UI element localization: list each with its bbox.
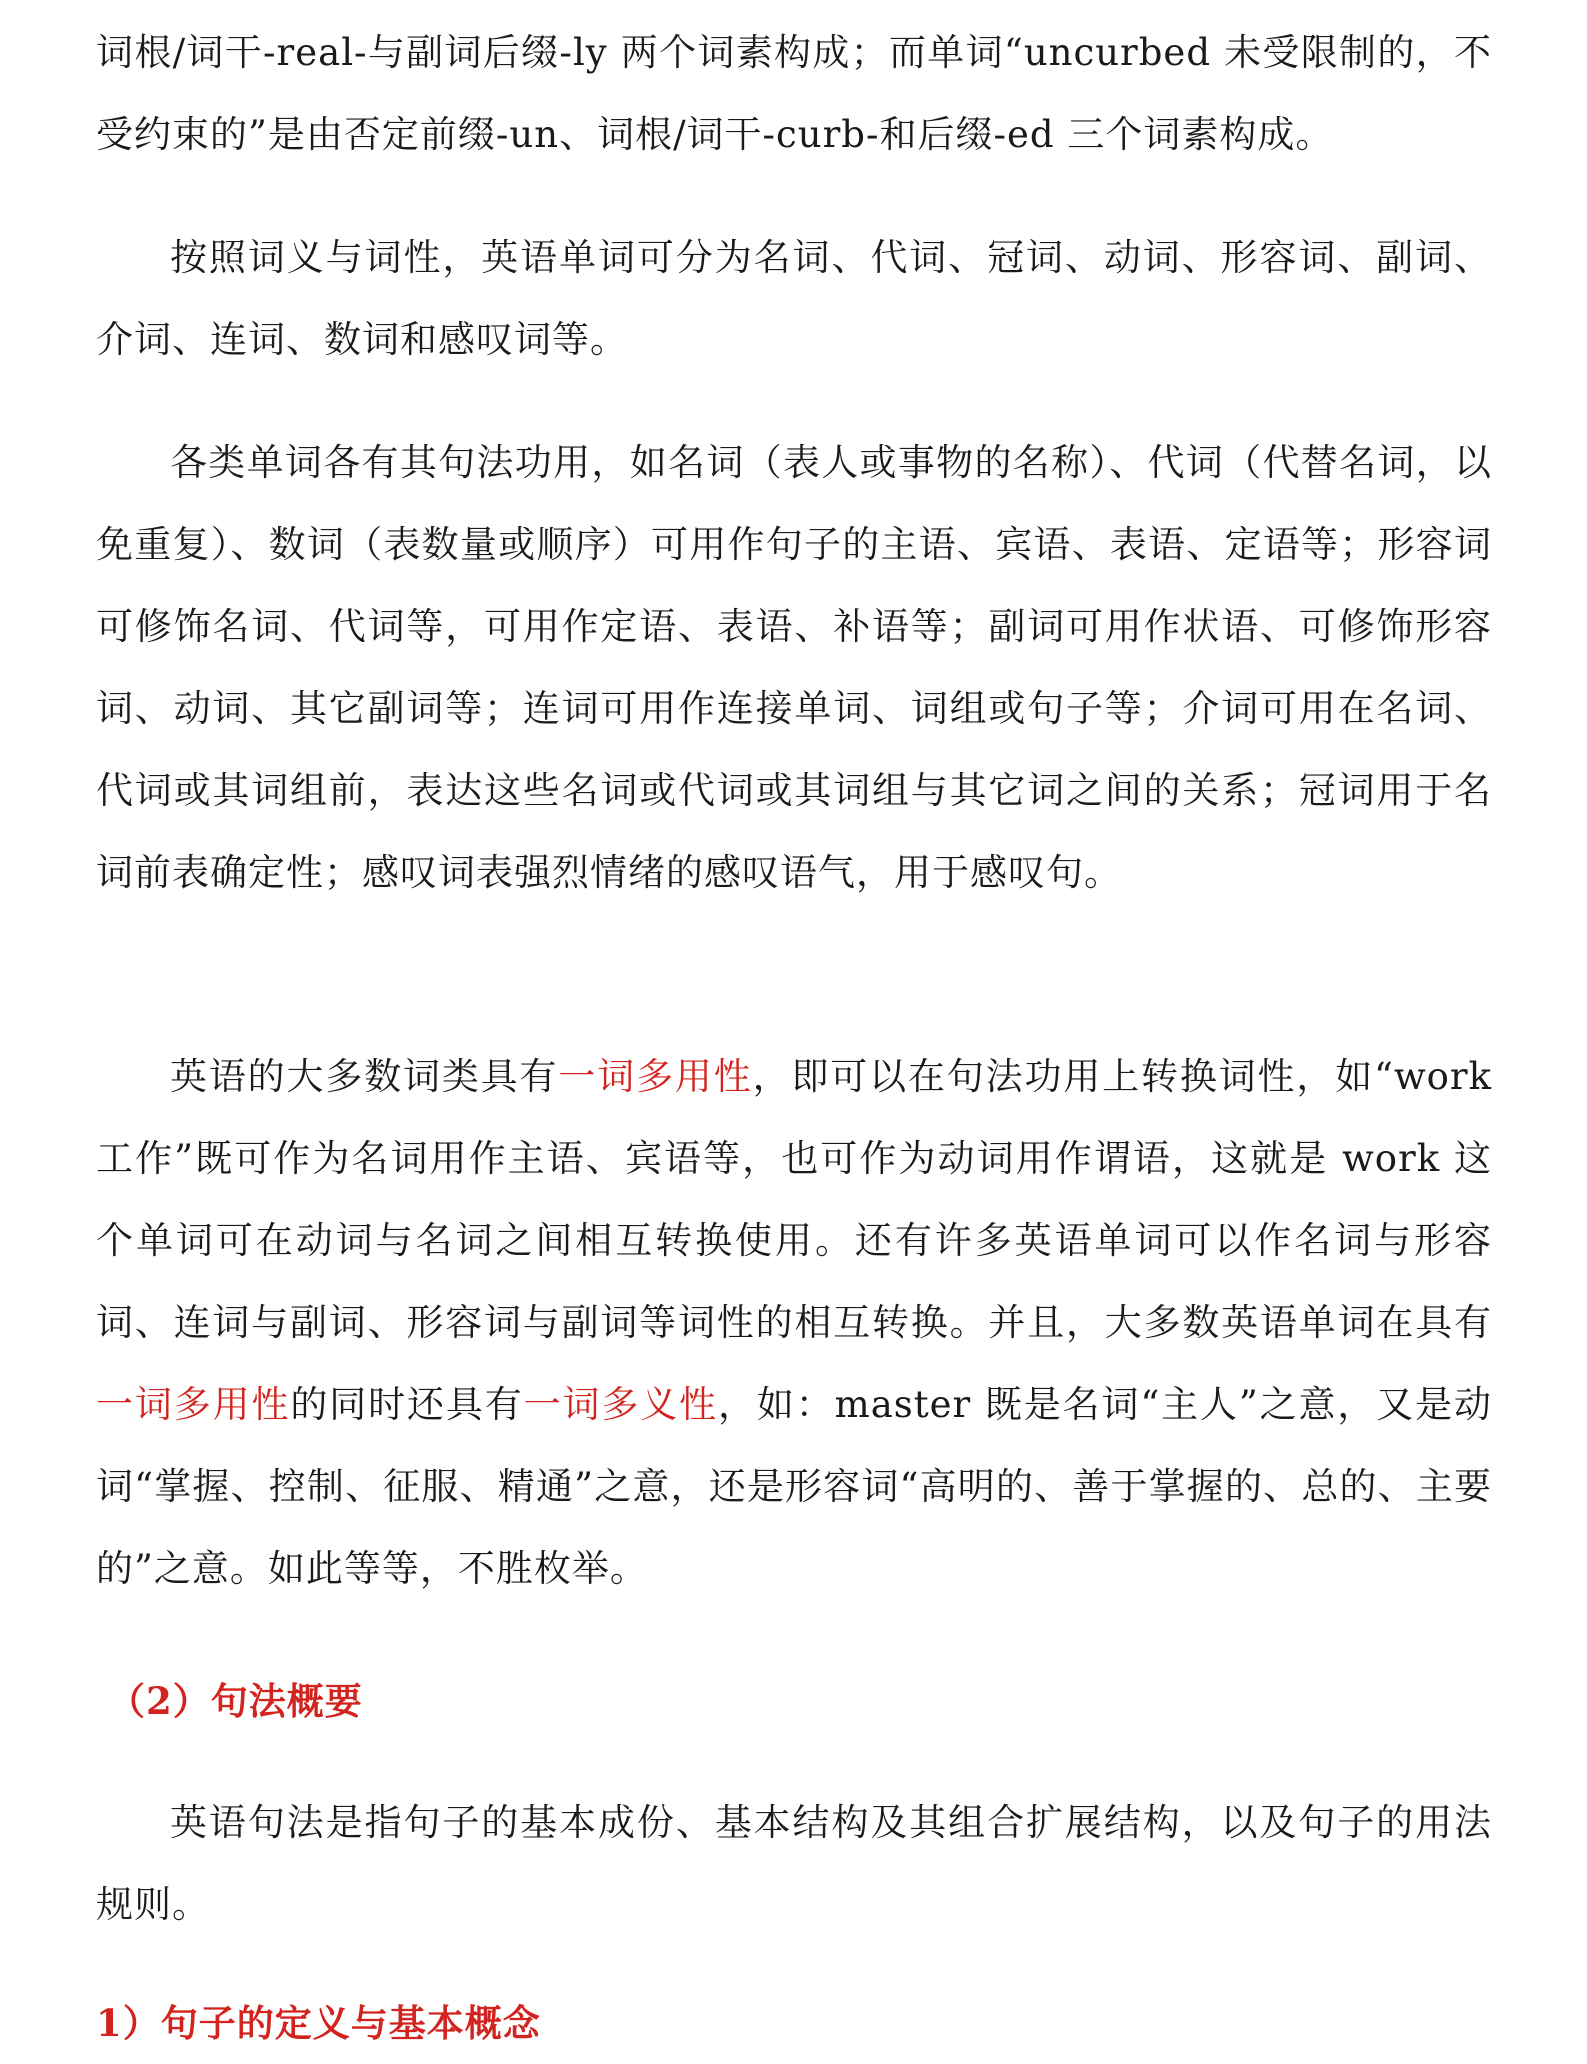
text-segment: 的同时还具有 bbox=[290, 1383, 524, 1426]
paragraph-multi-use bbox=[96, 1036, 1492, 1610]
paragraph-morpheme-example: 词根/词干-real-与副词后缀-ly 两个词素构成；而单词“uncurbed 未受限制的，不受约束的”是由否定前缀-un、词根/词干-curb-和后缀-ed 三个词素构成。 bbox=[96, 31, 1492, 156]
text-segment: ，如：master 既是名词“主人”之意，又是动词“掌握、控制、征服、精通”之意，还是形容词“高明的、善于掌握的、总的、主要的”之意。如此等等，不胜枚举。 bbox=[96, 1383, 1493, 1590]
highlight-term: 一词多用性 bbox=[558, 1055, 753, 1098]
text-segment: ，即可以在句法功用上转换词性，如“work 工作”既可作为名词用作主语、宾语等，也可作为动词用作谓语，这就是 work 这个单词可在动词与名词之间相互转换使用。还有许多英语单词可以作名词与形容词、连词与副词、形容词与副词等词性的相互转换。并且，大多数英语单词在具有 bbox=[96, 1055, 1493, 1344]
paragraph-word-classes: 按照词义与词性，英语单词可分为名词、代词、冠词、动词、形容词、副词、介词、连词、数词和感叹词等。 bbox=[96, 236, 1492, 361]
paragraph-syntax-definition: 英语句法是指句子的基本成份、基本结构及其组合扩展结构，以及句子的用法规则。 bbox=[96, 1801, 1492, 1926]
paragraph-syntactic-functions: 各类单词各有其句法功用，如名词（表人或事物的名称）、代词（代替名词，以免重复）、数词（表数量或顺序）可用作句子的主语、宾语、表语、定语等；形容词可修饰名词、代词等，可用作定语、表语、补语等；副词可用作状语、可修饰形容词、动词、其它副词等；连词可用作连接单词、词组或句子等；介词可用在名词、代词或其词组前，表达这些名词或代词或其词组与其它词之间的关系；冠词用于名词前表确定性；感叹词表强烈情绪的感叹语气，用于感叹句。 bbox=[96, 441, 1492, 894]
section-heading-syntax-overview: （2）句法概要 bbox=[108, 1679, 363, 1723]
subsection-heading-sentence-definition: 1）句子的定义与基本概念 bbox=[96, 2001, 541, 2045]
highlight-term: 一词多用性 bbox=[96, 1383, 291, 1426]
text-segment: 英语的大多数词类具有 bbox=[170, 1055, 559, 1098]
highlight-term: 一词多义性 bbox=[523, 1383, 718, 1426]
